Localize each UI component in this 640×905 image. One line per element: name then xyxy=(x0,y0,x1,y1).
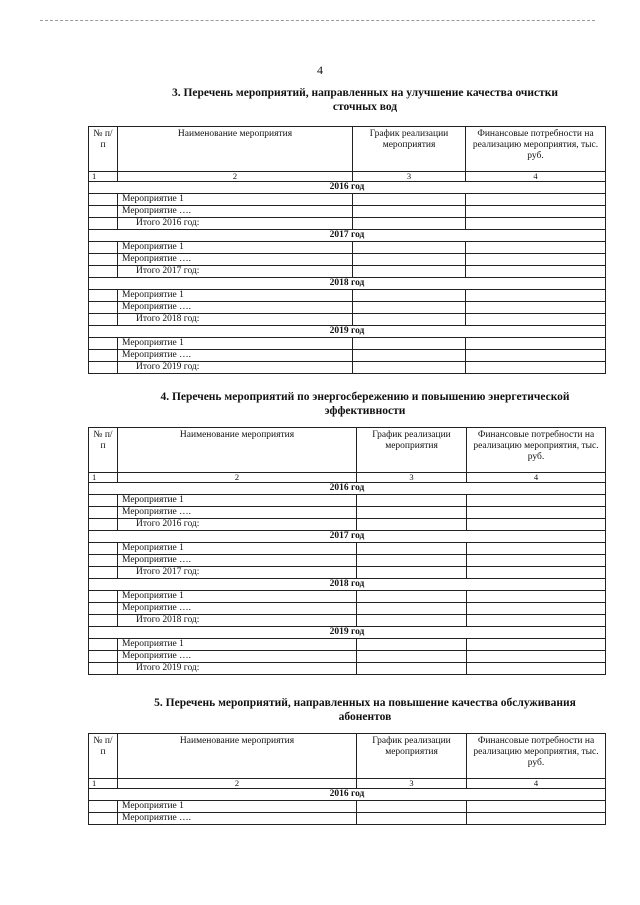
col-finance-header: Финансовые потребности на реализацию мероприятия, тыс. руб. xyxy=(466,127,606,172)
col-number: 2 xyxy=(118,172,353,182)
table-row xyxy=(89,302,606,314)
item-cell: Мероприятие 1 xyxy=(118,591,357,603)
col-number: 4 xyxy=(467,779,606,789)
col-number: 1 xyxy=(89,473,118,483)
col-number: 4 xyxy=(467,473,606,483)
table-row xyxy=(89,254,606,266)
year-row xyxy=(89,627,606,639)
col-number: 3 xyxy=(357,779,467,789)
total-row xyxy=(89,567,606,579)
total-cell: Итого 2017 год: xyxy=(118,567,357,579)
year-label: 2016 год xyxy=(89,182,606,194)
year-label: 2017 год xyxy=(89,531,606,543)
year-row xyxy=(89,326,606,338)
col-finance-header: Финансовые потребности на реализацию мероприятия, тыс. руб. xyxy=(467,734,606,779)
section-5-table xyxy=(88,733,606,825)
col-number: 1 xyxy=(89,779,118,789)
item-cell: Мероприятие 1 xyxy=(118,338,353,350)
table-row xyxy=(89,543,606,555)
total-cell: Итого 2016 год: xyxy=(118,218,353,230)
total-row xyxy=(89,663,606,675)
year-row xyxy=(89,531,606,543)
total-row xyxy=(89,266,606,278)
table-row xyxy=(89,555,606,567)
table-row xyxy=(89,206,606,218)
table-row xyxy=(89,507,606,519)
total-cell: Итого 2019 год: xyxy=(118,362,353,374)
item-cell: Мероприятие 1 xyxy=(118,495,357,507)
section-4-heading xyxy=(120,390,610,418)
total-cell: Итого 2018 год: xyxy=(118,314,353,326)
column-numbers-row xyxy=(89,172,606,182)
item-cell: Мероприятие …. xyxy=(118,350,353,362)
col-num-header: № п/п xyxy=(89,734,118,779)
year-row xyxy=(89,579,606,591)
year-label: 2018 год xyxy=(89,278,606,290)
item-cell: Мероприятие …. xyxy=(118,651,357,663)
total-row xyxy=(89,615,606,627)
total-row xyxy=(89,519,606,531)
year-row xyxy=(89,483,606,495)
col-name-header: Наименование мероприятия xyxy=(118,734,357,779)
item-cell: Мероприятие …. xyxy=(118,206,353,218)
section-3-table xyxy=(88,126,606,374)
item-cell: Мероприятие …. xyxy=(118,507,357,519)
section-3-heading-line2: сточных вод xyxy=(332,101,398,113)
col-num-header: № п/п xyxy=(89,428,118,473)
column-numbers-row xyxy=(89,473,606,483)
col-number: 3 xyxy=(357,473,467,483)
col-finance-header: Финансовые потребности на реализацию мероприятия, тыс. руб. xyxy=(467,428,606,473)
item-cell: Мероприятие 1 xyxy=(118,290,353,302)
total-cell: Итого 2018 год: xyxy=(118,615,357,627)
item-cell: Мероприятие 1 xyxy=(118,639,357,651)
header-row xyxy=(89,428,606,473)
section-3-heading xyxy=(130,86,600,114)
item-cell: Мероприятие …. xyxy=(118,813,357,825)
col-schedule-header: График реализации мероприятия xyxy=(353,127,466,172)
item-cell: Мероприятие 1 xyxy=(118,242,353,254)
scan-top-edge-line xyxy=(40,20,595,21)
header-row xyxy=(89,734,606,779)
col-number: 1 xyxy=(89,172,118,182)
item-cell: Мероприятие …. xyxy=(118,302,353,314)
total-row xyxy=(89,314,606,326)
table-row xyxy=(89,591,606,603)
header-row xyxy=(89,127,606,172)
year-label: 2017 год xyxy=(89,230,606,242)
year-row xyxy=(89,278,606,290)
col-number: 2 xyxy=(118,473,357,483)
year-label: 2016 год xyxy=(89,483,606,495)
year-row xyxy=(89,182,606,194)
col-name-header: Наименование мероприятия xyxy=(118,428,357,473)
table-row xyxy=(89,495,606,507)
total-cell: Итого 2016 год: xyxy=(118,519,357,531)
section-5-heading xyxy=(120,696,610,724)
section-4-table xyxy=(88,427,606,675)
year-label: 2018 год xyxy=(89,579,606,591)
item-cell: Мероприятие …. xyxy=(118,254,353,266)
col-name-header: Наименование мероприятия xyxy=(118,127,353,172)
item-cell: Мероприятие …. xyxy=(118,603,357,615)
item-cell: Мероприятие 1 xyxy=(118,543,357,555)
table-row xyxy=(89,194,606,206)
total-row xyxy=(89,362,606,374)
table-row xyxy=(89,290,606,302)
table-row xyxy=(89,603,606,615)
table-row xyxy=(89,639,606,651)
table-row xyxy=(89,350,606,362)
page-number: 4 xyxy=(317,63,323,77)
section-4-heading-line1: 4. Перечень мероприятий по энергосбережению и повышению энергетической xyxy=(160,391,570,403)
col-number: 3 xyxy=(353,172,466,182)
item-cell: Мероприятие …. xyxy=(118,555,357,567)
section-3-heading-line1: 3. Перечень мероприятий, направленных на улучшение качества очистки xyxy=(171,87,559,99)
col-schedule-header: График реализации мероприятия xyxy=(357,734,467,779)
year-label: 2016 год xyxy=(89,789,606,801)
year-row xyxy=(89,789,606,801)
col-number: 2 xyxy=(118,779,357,789)
table-row xyxy=(89,801,606,813)
column-numbers-row xyxy=(89,779,606,789)
col-number: 4 xyxy=(466,172,606,182)
table-row xyxy=(89,338,606,350)
table-row xyxy=(89,651,606,663)
col-schedule-header: График реализации мероприятия xyxy=(357,428,467,473)
year-row xyxy=(89,230,606,242)
year-label: 2019 год xyxy=(89,627,606,639)
table-row xyxy=(89,242,606,254)
col-num-header: № п/п xyxy=(89,127,118,172)
section-5-heading-line1: 5. Перечень мероприятий, направленных на повышение качества обслуживания xyxy=(154,697,576,709)
item-cell: Мероприятие 1 xyxy=(118,194,353,206)
year-label: 2019 год xyxy=(89,326,606,338)
section-4-heading-line2: эффективности xyxy=(324,405,406,417)
total-cell: Итого 2019 год: xyxy=(118,663,357,675)
table-row xyxy=(89,813,606,825)
total-row xyxy=(89,218,606,230)
section-5-heading-line2: абонентов xyxy=(338,711,392,723)
item-cell: Мероприятие 1 xyxy=(118,801,357,813)
total-cell: Итого 2017 год: xyxy=(118,266,353,278)
